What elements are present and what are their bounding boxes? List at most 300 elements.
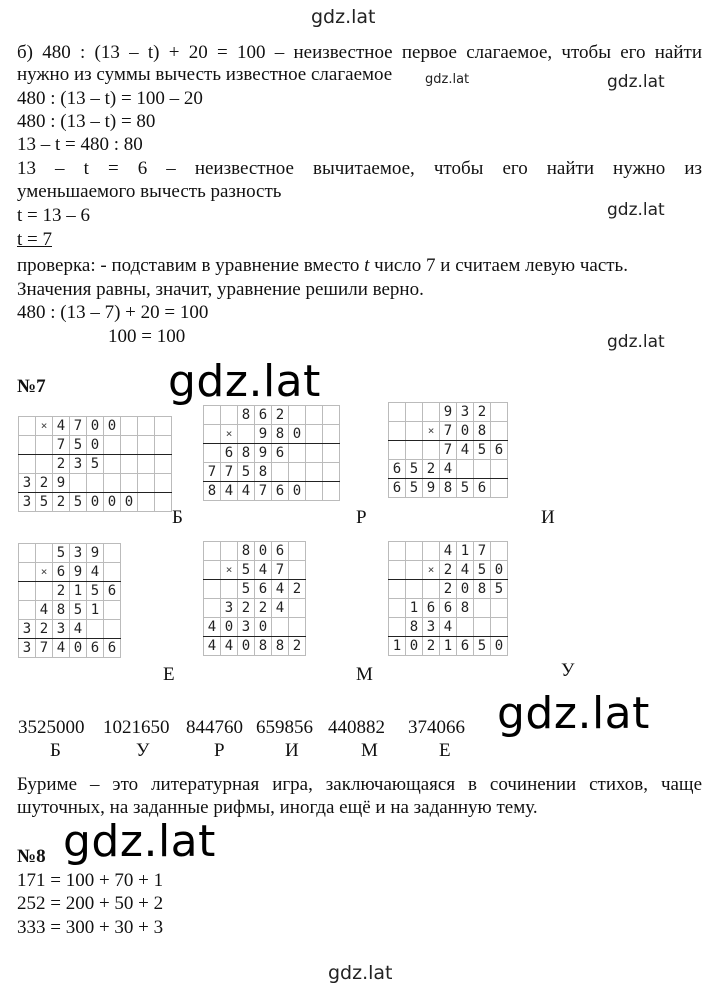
watermark-big-3: gdz.lat [63, 816, 216, 867]
grid-cell [121, 436, 138, 455]
grid-letter: Р [356, 507, 367, 528]
grid-cell: 4 [221, 482, 238, 501]
text-line: 480 : (13 – 7) + 20 = 100 [17, 302, 209, 323]
grid-cell: 0 [87, 417, 104, 436]
grid-cell [423, 441, 440, 460]
grid-row [204, 618, 306, 637]
grid-row [19, 417, 172, 436]
grid-cell: × [36, 417, 53, 436]
grid-cell: 4 [53, 417, 70, 436]
grid-cell [289, 542, 306, 561]
answer-letter: Р [214, 740, 225, 761]
watermark-top: gdz.lat [311, 6, 376, 28]
grid-cell: 5 [238, 463, 255, 482]
grid-cell [306, 482, 323, 501]
grid-cell: 7 [440, 422, 457, 441]
grid-cell: 9 [255, 425, 272, 444]
grid-cell: 2 [272, 406, 289, 425]
grid-cell: 9 [70, 563, 87, 582]
grid-cell [474, 599, 491, 618]
watermark-right-1: gdz.lat [607, 72, 665, 92]
grid-cell: 2 [255, 599, 272, 618]
grid-row [389, 441, 508, 460]
grid-cell: 4 [440, 618, 457, 637]
grid-cell: 6 [474, 479, 491, 498]
text-line [17, 255, 628, 277]
grid-cell: 5 [238, 561, 255, 580]
variable-t: t [364, 255, 370, 276]
watermark-big-1: gdz.lat [168, 356, 321, 407]
grid-cell [155, 417, 172, 436]
grid-cell: 2 [36, 474, 53, 493]
grid-cell: 6 [423, 599, 440, 618]
grid-cell [323, 425, 340, 444]
grid-cell: 4 [238, 482, 255, 501]
grid-cell [323, 406, 340, 425]
grid-cell [155, 493, 172, 512]
grid-cell [306, 406, 323, 425]
grid-cell: 8 [204, 482, 221, 501]
grid-cell: 2 [53, 455, 70, 474]
grid-letter: И [541, 507, 555, 528]
grid-cell: × [221, 561, 238, 580]
grid-cell: 8 [272, 637, 289, 656]
text-line: шуточных, на заданные рифмы, иногда ещё и на заданную тему. [17, 797, 538, 818]
grid-cell: 4 [272, 580, 289, 599]
grid-cell: 0 [87, 493, 104, 512]
grid-cell: 6 [272, 542, 289, 561]
grid-cell [104, 544, 121, 563]
grid-letter: У [561, 660, 575, 681]
grid-cell: 6 [272, 444, 289, 463]
grid-cell: 4 [272, 599, 289, 618]
grid-cell: 6 [221, 444, 238, 463]
grid-cell: 2 [53, 493, 70, 512]
grid-cell: 8 [457, 599, 474, 618]
grid-cell: 8 [440, 479, 457, 498]
grid-row [19, 544, 121, 563]
grid-cell [306, 444, 323, 463]
answer-letter: У [136, 740, 150, 761]
grid-row [19, 563, 121, 582]
grid-cell: 0 [289, 425, 306, 444]
grid-cell [104, 436, 121, 455]
grid-cell: 0 [238, 637, 255, 656]
grid-cell: 5 [70, 436, 87, 455]
answer-value: 3525000 [18, 717, 85, 738]
answer-letter: Е [439, 740, 451, 761]
grid-cell: 7 [255, 482, 272, 501]
grid-cell: 4 [70, 620, 87, 639]
grid-row [204, 637, 306, 656]
grid-cell: 0 [221, 618, 238, 637]
text-line: 333 = 300 + 30 + 3 [17, 917, 164, 938]
grid-cell: 2 [53, 582, 70, 601]
grid-letter: М [356, 664, 373, 685]
grid-cell [457, 618, 474, 637]
grid-cell: 4 [204, 637, 221, 656]
grid-cell: 2 [423, 637, 440, 656]
grid-cell [19, 417, 36, 436]
answer-letter: М [361, 740, 378, 761]
grid-row [19, 620, 121, 639]
grid-cell: 4 [255, 561, 272, 580]
grid-cell [138, 474, 155, 493]
grid-cell: 4 [457, 441, 474, 460]
grid-cell: 8 [238, 542, 255, 561]
grid-cell: 4 [204, 618, 221, 637]
grid-cell: 9 [53, 474, 70, 493]
grid-cell: 2 [238, 599, 255, 618]
grid-cell [389, 441, 406, 460]
grid-row [19, 455, 172, 474]
grid-cell: 8 [238, 444, 255, 463]
grid-row [19, 601, 121, 620]
grid-cell: 6 [389, 479, 406, 498]
grid-cell: 5 [53, 544, 70, 563]
grid-cell [19, 455, 36, 474]
grid-cell: 4 [87, 563, 104, 582]
grid-cell: 9 [255, 444, 272, 463]
grid-cell [491, 542, 508, 561]
grid-cell [36, 582, 53, 601]
grid-cell [389, 580, 406, 599]
grid-cell: 2 [440, 580, 457, 599]
grid-cell: 2 [289, 580, 306, 599]
grid-cell: 8 [53, 601, 70, 620]
grid-cell: 0 [87, 436, 104, 455]
grid-row [204, 463, 340, 482]
grid-cell [491, 599, 508, 618]
grid-cell [104, 474, 121, 493]
answer-value: 440882 [328, 717, 385, 738]
grid-cell: 9 [423, 479, 440, 498]
grid-row [204, 425, 340, 444]
grid-cell: 6 [440, 599, 457, 618]
grid-cell [19, 563, 36, 582]
grid-cell [306, 463, 323, 482]
grid-cell: 8 [406, 618, 423, 637]
grid-cell: 3 [238, 618, 255, 637]
grid-cell: 0 [457, 422, 474, 441]
grid-cell: 5 [36, 493, 53, 512]
grid-cell [306, 425, 323, 444]
grid-cell [272, 618, 289, 637]
grid-cell [104, 601, 121, 620]
grid-0 [18, 416, 172, 512]
watermark-right-2: gdz.lat [607, 200, 665, 220]
grid-cell [389, 422, 406, 441]
task-number-8: №8 [17, 846, 46, 867]
grid-cell: 6 [255, 406, 272, 425]
text-line: Значения равны, значит, уравнение решили верно. [17, 279, 424, 300]
grid-3 [18, 543, 121, 658]
grid-cell [289, 561, 306, 580]
grid-row [19, 639, 121, 658]
grid-cell [138, 417, 155, 436]
grid-cell [389, 599, 406, 618]
grid-cell: 4 [53, 639, 70, 658]
grid-cell [491, 403, 508, 422]
grid-cell: × [36, 563, 53, 582]
grid-cell [238, 425, 255, 444]
grid-cell [406, 580, 423, 599]
grid-cell: 5 [87, 455, 104, 474]
watermark-big-2: gdz.lat [497, 688, 650, 739]
grid-cell: 5 [70, 601, 87, 620]
text-line: Буриме – это литературная игра, заключающаяся в сочинении стихов, чаще [17, 774, 702, 795]
grid-cell: 7 [221, 463, 238, 482]
grid-4 [203, 541, 306, 656]
grid-letter: Б [172, 507, 183, 528]
grid-cell [389, 542, 406, 561]
grid-cell [155, 436, 172, 455]
grid-row [389, 561, 508, 580]
text-line: 13 – t = 6 – неизвестное вычитаемое, чтобы его найти нужно из [17, 158, 702, 179]
grid-cell: 0 [491, 561, 508, 580]
grid-row [389, 542, 508, 561]
grid-cell [204, 444, 221, 463]
grid-cell: 5 [238, 580, 255, 599]
grid-cell: 7 [440, 441, 457, 460]
grid-cell: 7 [204, 463, 221, 482]
grid-row [389, 637, 508, 656]
grid-cell: × [221, 425, 238, 444]
grid-cell: 5 [70, 493, 87, 512]
grid-cell [323, 482, 340, 501]
grid-cell [289, 463, 306, 482]
grid-cell: 3 [70, 544, 87, 563]
grid-cell [406, 403, 423, 422]
grid-cell: 5 [491, 580, 508, 599]
grid-cell [204, 425, 221, 444]
grid-cell [104, 620, 121, 639]
grid-cell: 2 [474, 403, 491, 422]
grid-cell: 8 [255, 637, 272, 656]
text-line: 480 : (13 – t) = 80 [17, 111, 156, 132]
grid-cell [323, 463, 340, 482]
grid-cell: 0 [121, 493, 138, 512]
text-line: б) 480 : (13 – t) + 20 = 100 – неизвестное первое слагаемое, чтобы его найти [17, 42, 702, 63]
grid-cell: 2 [423, 460, 440, 479]
grid-row [389, 403, 508, 422]
grid-cell [289, 599, 306, 618]
grid-row [204, 406, 340, 425]
grid-cell: 2 [440, 561, 457, 580]
grid-cell [204, 580, 221, 599]
text-line: 100 = 100 [108, 326, 186, 347]
grid-cell: 6 [491, 441, 508, 460]
grid-cell [104, 563, 121, 582]
grid-cell: 5 [406, 460, 423, 479]
grid-cell [204, 542, 221, 561]
grid-cell [272, 463, 289, 482]
grid-cell: 1 [87, 601, 104, 620]
grid-cell: 3 [19, 639, 36, 658]
grid-cell [204, 561, 221, 580]
text-line: t = 13 – 6 [17, 205, 90, 226]
grid-cell [155, 474, 172, 493]
grid-row [389, 599, 508, 618]
grid-cell: 3 [423, 618, 440, 637]
grid-cell [389, 561, 406, 580]
grid-cell: 0 [406, 637, 423, 656]
grid-cell [36, 455, 53, 474]
grid-cell [36, 436, 53, 455]
grid-cell: 4 [440, 542, 457, 561]
grid-cell: 0 [104, 493, 121, 512]
grid-cell [138, 455, 155, 474]
grid-cell: 1 [406, 599, 423, 618]
grid-cell [406, 542, 423, 561]
text-line: уменьшаемого вычесть разность [17, 181, 282, 202]
grid-cell [221, 406, 238, 425]
grid-cell [289, 444, 306, 463]
text-part: число 7 и считаем левую часть. [369, 255, 628, 276]
grid-cell: 1 [70, 582, 87, 601]
grid-row [389, 422, 508, 441]
grid-cell: 3 [19, 620, 36, 639]
grid-cell: 7 [53, 436, 70, 455]
grid-cell: 3 [19, 474, 36, 493]
grid-cell [155, 455, 172, 474]
watermark-inline: gdz.lat [425, 72, 470, 87]
grid-cell: 8 [272, 425, 289, 444]
grid-row [19, 582, 121, 601]
grid-cell [491, 460, 508, 479]
grid-cell: 0 [255, 542, 272, 561]
grid-cell: 5 [474, 637, 491, 656]
grid-cell [70, 474, 87, 493]
answer-value: 844760 [186, 717, 243, 738]
answer-value: 374066 [408, 717, 465, 738]
grid-cell [406, 561, 423, 580]
watermark-bottom: gdz.lat [328, 962, 393, 984]
grid-cell: 3 [19, 493, 36, 512]
answer-letter: Б [50, 740, 61, 761]
grid-cell: 4 [36, 601, 53, 620]
grid-row [19, 436, 172, 455]
grid-cell: 4 [440, 460, 457, 479]
grid-cell: 8 [474, 422, 491, 441]
grid-cell: 7 [36, 639, 53, 658]
grid-row [389, 618, 508, 637]
grid-cell [457, 460, 474, 479]
grid-cell [491, 422, 508, 441]
grid-cell [423, 542, 440, 561]
grid-cell [19, 544, 36, 563]
grid-cell [474, 460, 491, 479]
grid-row [204, 444, 340, 463]
grid-cell [423, 580, 440, 599]
grid-cell [491, 618, 508, 637]
text-line: 480 : (13 – t) = 100 – 20 [17, 88, 203, 109]
grid-cell: 1 [440, 637, 457, 656]
grid-cell: 5 [474, 561, 491, 580]
grid-cell [138, 436, 155, 455]
grid-cell [289, 618, 306, 637]
text-line: нужно из суммы вычесть известное слагаемое [17, 64, 393, 85]
grid-cell: 3 [53, 620, 70, 639]
answer-value: 1021650 [103, 717, 170, 738]
grid-cell: 8 [255, 463, 272, 482]
grid-2 [388, 402, 508, 498]
grid-cell [19, 582, 36, 601]
grid-cell: 0 [457, 580, 474, 599]
grid-cell: 3 [457, 403, 474, 422]
grid-cell: 8 [474, 580, 491, 599]
grid-cell [19, 436, 36, 455]
text-line: 252 = 200 + 50 + 2 [17, 893, 164, 914]
grid-1 [203, 405, 340, 501]
grid-cell [221, 580, 238, 599]
grid-cell [204, 599, 221, 618]
grid-cell [323, 444, 340, 463]
grid-cell: 6 [53, 563, 70, 582]
grid-cell: 9 [440, 403, 457, 422]
grid-cell [36, 544, 53, 563]
grid-letter: Е [163, 664, 175, 685]
grid-cell [121, 474, 138, 493]
grid-cell: 2 [289, 637, 306, 656]
grid-cell: 7 [474, 542, 491, 561]
text-line: 13 – t = 480 : 80 [17, 134, 143, 155]
grid-5 [388, 541, 508, 656]
grid-cell [19, 601, 36, 620]
grid-cell [289, 406, 306, 425]
grid-cell: 5 [87, 582, 104, 601]
grid-cell [474, 618, 491, 637]
grid-cell [389, 618, 406, 637]
grid-cell [491, 479, 508, 498]
grid-cell [87, 620, 104, 639]
grid-cell: 6 [104, 639, 121, 658]
grid-cell: 0 [104, 417, 121, 436]
grid-cell: 6 [389, 460, 406, 479]
grid-cell: 4 [221, 637, 238, 656]
grid-cell: 0 [491, 637, 508, 656]
grid-cell: 7 [272, 561, 289, 580]
watermark-right-3: gdz.lat [607, 332, 665, 352]
grid-row [389, 580, 508, 599]
grid-cell: 7 [70, 417, 87, 436]
grid-cell: 6 [87, 639, 104, 658]
grid-cell [423, 403, 440, 422]
grid-cell [389, 403, 406, 422]
answer-value: 659856 [256, 717, 313, 738]
grid-row [204, 482, 340, 501]
grid-cell [138, 493, 155, 512]
text-part: проверка: - подставим в уравнение вместо [17, 255, 365, 276]
grid-cell [87, 474, 104, 493]
grid-row [19, 493, 172, 512]
grid-cell: 5 [474, 441, 491, 460]
text-line: 171 = 100 + 70 + 1 [17, 870, 164, 891]
grid-cell: 0 [289, 482, 306, 501]
grid-row [389, 460, 508, 479]
grid-cell: 1 [457, 542, 474, 561]
grid-cell: 5 [406, 479, 423, 498]
grid-row [204, 561, 306, 580]
grid-row [204, 542, 306, 561]
grid-cell: 0 [255, 618, 272, 637]
grid-row [389, 479, 508, 498]
grid-cell [121, 417, 138, 436]
task-number-7: №7 [17, 376, 46, 397]
grid-cell: 3 [70, 455, 87, 474]
grid-cell [104, 455, 121, 474]
grid-cell: 3 [221, 599, 238, 618]
